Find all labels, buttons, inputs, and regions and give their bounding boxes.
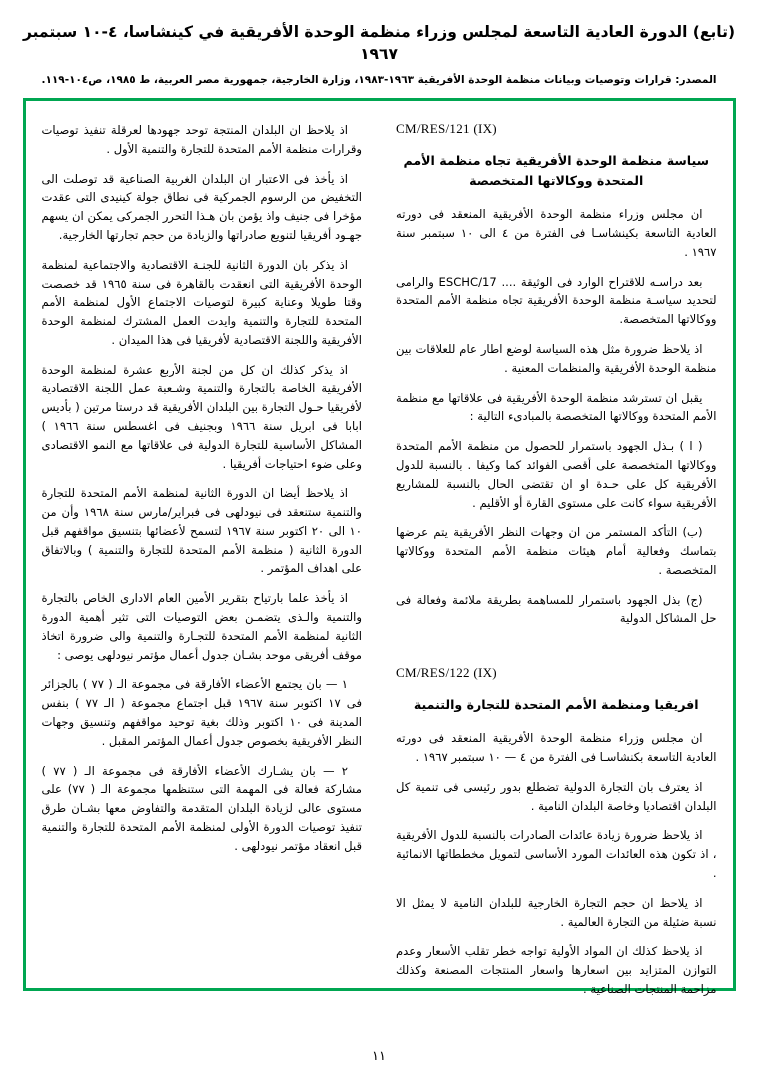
section-spacer (396, 639, 717, 665)
paragraph: اذ يلاحظ أيضا ان الدورة الثانية لمنظمة الأمم المتحدة للتجارة والتنمية ستنعقد فى نيودلهى فى فبراير/مارس سنة ١٩٦٨ وأن من ١٠ الى ٢٠ اكتوبر سنة ١٩٦٧ لتسمح لأعضائها بتنسيق مواقفهم قبل الدورة الثانية ( منظمة الأمم المتحدة للتجارة والتنمية ) وبالاتفاق على اهداف المؤتمر . (41, 486, 362, 576)
paragraph: ٢ — بان يشـارك الأعضاء الأفارقة فى مجموعة الـ ( ٧٧ ) مشاركة فعالة فى المهمة التى ستنظمها مجموعة الـ ( ٧٧) على مستوى عالى لزيادة البلدان المتقدمة والتفاوض معها بشـان طرق تنفيذ توصيات الدورة الأولى لمنظمة الأمم المتحدة للتجارة والتنمية قبل انعقاد مؤتمر نيودلهى . (41, 763, 362, 853)
paragraph: اذ يعترف بان التجارة الدولية تضطلع بدور رئيسى فى تنمية كل البلدان اقتصاديا وخاصة البلدان النامية . (396, 779, 717, 813)
paragraph: اذ يلاحظ ضرورة زيادة عائدات الصادرات بالنسبة للدول الأفريقية ، اذ تكون هذه العائدات المورد الأساسى لتمويل مخططاتها الانمائية . (396, 828, 717, 881)
paragraph: (ج) بذل الجهود باستمرار للمساهمة بطريقة ملائمة وفعالة فى حل المشاكل الدولية (396, 592, 717, 626)
paragraph: اذ يلاحظ ضرورة مثل هذه السياسة لوضع اطار عام للعلاقات بين منظمة الوحدة الأفريقية والمنظمات المعنية . (396, 342, 717, 375)
paragraph: ان مجلس وزراء منظمة الوحدة الأفريقية المنعقد فى دورته العادية التاسعة بكينشاسـا فى الفترة من ٤ الى ١٠ سبتمبر سنة ١٩٦٧ . (396, 207, 717, 259)
paragraph: يقبل ان تسترشد منظمة الوحدة الأفريقية فى علاقاتها مع منظمة الأمم المتحدة ووكالاتها المتخصصة بالمبادىء التالية : (396, 390, 717, 424)
paragraph: اذ يأخذ علما بارتياح بتقرير الأمين العام الادارى الخاص بالتجارة والتنمية والـذى يتضمـن بعض التوصيات التى تثير أهمية الدورة الثانية لمنظمة الأمم المتحدة للتجـارة والتنمية والى ضرورة اتخاذ موقف أفريقى موحد بشـان جدول أعمال مؤتمر نيودلهى يوصى : (41, 591, 362, 662)
paragraph: ( ا ) بـذل الجهود باستمرار للحصول من منظمة الأمم المتحدة ووكالاتها المتخصصة على أقصى الفوائد كما وكيفا . بالنسبة للدول الأفريقية كل على حـدة او ان تقتضى الحال بالنسبة للمشاريع الأفريقية سواء كانت على مستوى القارة أو الأقليم . (396, 439, 717, 510)
two-column-layout (41, 121, 717, 996)
content-frame (23, 98, 736, 996)
resolution-title-121: سياسة منظمة الوحدة الأفريقية تجاه منظمة الأمم المتحدة ووكالاتها المتخصصة (403, 153, 710, 189)
paragraph: ١ — بان يجتمع الأعضاء الأفارقة فى مجموعة الـ ( ٧٧ ) بالجزائر فى ١٧ اكتوبر سنة ١٩٦٧ قبل اجتماع مجموعة ( الـ ٧٧ ) بنفس المدينة فى ١٠ اكتوبر وذلك بغية توحيد مواقفهم وتنسيق وجهات النظر الأفريقية بخصوص جدول أعمال المؤتمر المقبل . (41, 677, 363, 748)
paragraph: اذ يلاحظ ان البلدان المنتجة توحد جهودها لعرقلة تنفيذ توصيات وقرارات منظمة الأمم المتحدة للتجارة والتنمية الأول . (41, 123, 362, 156)
column-right (392, 121, 717, 996)
source-line: المصدر: قرارات وتوصيات وبيانات منظمة الوحدة الأفريقية ١٩٦٣-١٩٨٣، وزارة الخارجية، جمهورية مصر العربية، ط ١٩٨٥، ص١٠٤-١١٩. (41, 74, 717, 87)
resolution-title-122: افريقيا ومنظمة الأمم المتحدة للتجارة والتنمية (413, 697, 699, 713)
paragraph: اذ يأخذ فى الاعتبار ان البلدان الغربية الصناعية قد توصلت الى التخفيض من الرسوم الجمركية فى نطاق جولة كينيدى التى عقدت مؤخرا فى جنيف واذ يؤمن بان هـذا التحرر الجمركى يمكن ان يسهم جهـود أفريقيا لتنويع صادراتها والزيادة من حجم تجارتها الخارجية. (41, 171, 362, 242)
paragraph: اذ يذكر كذلك ان كل من لجنة الأربع عشرة لمنظمة الوحدة الأفريقية الخاصة بالتجارة والتنمية وشـعبة عمل اللجنة الاقتصادية لأفريقيا حـول التجارة بين البلدان الأفريقية قد درستا مرتين ( بأديس ابابا فى ابريل سنة ١٩٦٦ وبجنيف فى اغسطس سنة ١٩٦٦ ) المشاكل الأساسية للتجارة الدولية فى علاقاتها مع النمو الاقتصادى وعلى ضوء احتياجات أفريقيا . (41, 362, 362, 471)
paragraph: (ب) التأكد المستمر من ان وجهات النظر الأفريقية يتم عرضها بتماسك وفعالية أمام هيئات منظمة الأمم المتحدة ووكالاتها المتخصصة . (396, 525, 717, 577)
paragraph: بعد دراسـه للاقتراح الوارد فى الوثيقة .... ESCHC/17 والرامى لتحديد سياسـة منظمة الوحدة الأفريقية تجاه منظمة الأمم المتحدة ووكالاتها المتخصصة. (396, 274, 717, 327)
paragraph: اذ يلاحظ كذلك ان المواد الأولية تواجه خطر تقلب الأسعار وعدم التوازن المتزايد بين اسعارها واسعار المنتجات المصنعة وكذلك مزاحمة المنتجات الصناعية . (396, 944, 717, 996)
resolution-code-122: CM/RES/122 (IX) (396, 665, 497, 681)
document-header (22, 22, 736, 88)
page-title: (تابع) الدورة العادية التاسعة لمجلس وزراء منظمة الوحدة الأفريقية في كينشاسا، ٤-١٠ سبتمبر ١٩٦٧ (22, 23, 736, 63)
resolution-code-121: CM/RES/121 (IX) (396, 121, 497, 137)
paragraph: اذ يلاحظ ان حجم التجارة الخارجية للبلدان النامية لا يمثل الا نسبة ضئيلة من التجارة العالمية . (396, 895, 717, 929)
column-left (42, 121, 367, 978)
paragraph: ان مجلس وزراء منظمة الوحدة الأفريقية المنعقد فى دورته العادية التاسعة بكنشاسـا فى الفترة من ٤ — ١٠ سبتمبر ١٩٦٧ . (396, 731, 717, 765)
page-number: ١١ (372, 1049, 386, 1064)
paragraph: اذ يذكر بان الدورة الثانية للجنـة الاقتصادية والاجتماعية لمنظمة الوحدة الأفريقية التى انعقدت بالقاهرة فى سنة ١٩٦٥ قد خصصت وقتا طويلا وعناية كبيرة لتوصيات الاجتماع الأول لمنظمة الأمم المتحدة للتجارة والتنمية وايدت العمل المشترك لمنظمة الوحدة الأفريقية واللجنة الاقتصادية لأفريقيا فى هذا الميدان . (41, 257, 362, 347)
